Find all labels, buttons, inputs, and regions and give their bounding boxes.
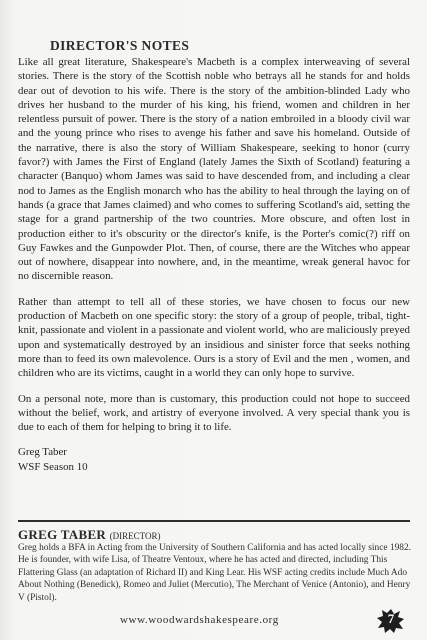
bio-text: Greg holds a BFA in Acting from the University of Southern California and has acted locally since 1982. He is founder, with wife Lisa, of Theatre Ventoux, where he has acted and directed, including This Flattering Glass (an adaptation of Richard II) and King Lear. His WSF acting credits include Much Ado About Nothing (Benedick), Romeo and Juliet (Mercutio), The Merchant of Venice (Antonio), and Henry V (Pistol). xyxy=(18,543,411,603)
notes-paragraph-1: Like all great literature, Shakespeare's Macbeth is a complex interweaving of several stories. There is the story of the Scottish noble who betrays all he stands for and holds dear out of devotion to his wife. There is the story of the ambition-blinded Lady who drives her husband to the murder of his king, his friend, women and children in her relentless pursuit of power. There is the story of a nation embroiled in a bloody civil war and the young prince who rises to avenge his father and save his homeland. Outside of the narrative, there is also the story of William Shakespeare, seeking to honor (curry favor?) with James the First of England (lately James the Sixth of Scotland) featuring a character (Banquo) whom James was said to have descended from, and including a clear nod to James as the English monarch who has the ability to heal through the laying on of hands (a grace that James claimed) and who comes to suffering Scotland's aid, setting the stage for a grand partnership of the two countries. More obscure, and often lost in production either to it's obscurity or the director's knife, is the Porter's comic(?) riff on Guy Fawkes and the Gunpowder Plot. Then, of course, there are the Witches who appear out of nowhere, disappear into nowhere, and, in the meantime, wreak general havoc for no discernible reason. xyxy=(18,56,410,283)
page-number: 7 xyxy=(387,611,395,626)
bio-name: GREG TABER xyxy=(18,527,107,542)
directors-notes-heading: DIRECTOR'S NOTES xyxy=(50,38,190,53)
signature-name: Greg Taber xyxy=(18,446,67,459)
directors-notes-body xyxy=(18,55,410,474)
section-divider xyxy=(18,520,410,522)
notes-paragraph-2: Rather than attempt to tell all of these stories, we have chosen to focus our new production of Macbeth on one specific story: the story of a group of people, tribal, tight-knit, passionate and violent in a passionate and violent world, who are maliciously preyed upon and systematically destroyed by an insidious and sinister force that seeks nothing more than to feed its own malevolence. Ours is a story of Evil and the men , women, and children who are its victims, caught in a world they can only hope to survive. xyxy=(18,295,410,380)
notes-paragraph-3: On a personal note, more than is customary, this production could not hope to succeed without the belief, work, and artistry of everyone involved. A very special thank you is due to each of them for helping to bring it to life. xyxy=(18,392,410,434)
signature-season: WSF Season 10 xyxy=(18,460,88,473)
website-url: www.woodwardshakespeare.org xyxy=(120,614,279,626)
bio-role: (DIRECTOR) xyxy=(109,531,161,541)
bio-heading xyxy=(18,527,161,543)
